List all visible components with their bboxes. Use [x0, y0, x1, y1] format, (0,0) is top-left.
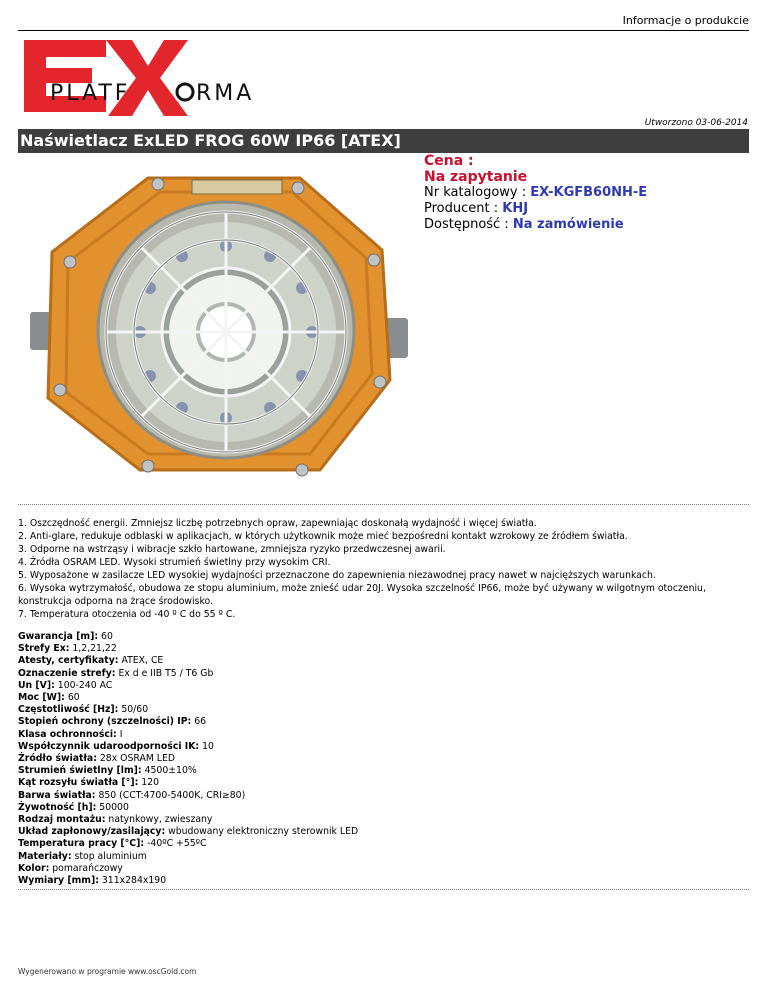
spec-value: 311x284x190 [98, 875, 167, 887]
spec-list [18, 631, 748, 887]
spec-row [18, 716, 748, 728]
spec-label: Rodzaj montażu: [18, 814, 106, 826]
spec-value: 50/60 [118, 704, 149, 716]
producer-label: Producent : [424, 201, 503, 216]
spec-value: 1,2,21,22 [69, 643, 117, 655]
spec-row [18, 741, 748, 753]
spec-value: I [116, 728, 123, 740]
feature-item: 2. Anti-glare, redukuje odblaski w aplikacjach, w których użytkownik może mieć bezpośredni kontakt wzrokowy ze źródłem światła. [18, 531, 628, 542]
spec-value: 120 [138, 777, 159, 789]
spec-value: stop aluminium [71, 850, 147, 862]
feature-list [18, 517, 748, 621]
spec-value: 28x OSRAM LED [96, 753, 176, 765]
spec-row [18, 643, 748, 655]
feature-item: konstrukcja odporna na żrące środowisko. [18, 596, 213, 607]
created-date: Utworzono 03-06-2014 [644, 118, 748, 128]
producer-row [424, 201, 647, 217]
price-label: Cena : [424, 153, 474, 169]
spec-label: Gwarancja [m]: [18, 631, 99, 642]
spec-label: Atesty, certyfikaty: [18, 655, 119, 667]
spec-label: Częstotliwość [Hz]: [18, 704, 119, 716]
feature-item: 6. Wysoka wytrzymałość, obudowa ze stopu aluminium, może znieść udar 20J. Wysoka szczelność IP66, może być używany w wilgotnym otoczeniu, [18, 583, 706, 594]
spec-label: Barwa światła: [18, 789, 96, 801]
spec-row [18, 631, 748, 643]
spec-value: 100-240 AC [54, 679, 113, 691]
producer-value: KHJ [502, 201, 529, 216]
spec-row [18, 826, 748, 838]
spec-label: Układ zapłonowy/zasilający: [18, 826, 166, 838]
feature-item: 7. Temperatura otoczenia od -40 º C do 55 º C. [18, 609, 236, 620]
spec-row [18, 765, 748, 777]
spec-row [18, 655, 748, 667]
spec-row [18, 692, 748, 704]
header-title: Informacje o produkcie [622, 14, 749, 27]
spec-row [18, 753, 748, 765]
feature-item: 4. Źródła OSRAM LED. Wysoki strumień świetlny przy wysokim CRI. [18, 557, 331, 568]
spec-row [18, 729, 748, 741]
spec-value: pomarańczowy [49, 862, 123, 874]
divider [18, 504, 749, 505]
feature-item: 1. Oszczędność energii. Zmniejsz liczbę potrzebnych opraw, zapewniając doskonałą wydajność i więcej światła. [18, 518, 537, 529]
spec-label: Moc [W]: [18, 692, 65, 704]
spec-label: Kolor: [18, 862, 50, 874]
spec-value: 4500±10% [141, 765, 197, 777]
product-photo [30, 170, 420, 490]
feature-item: 5. Wyposażone w zasilacze LED wysokiej wydajności przeznaczone do zapewnienia niezawodnej pracy nawet w najcięższych warunkach. [18, 570, 656, 581]
spec-label: Źródło światła: [18, 753, 97, 765]
catalog-value: EX-KGFB60NH-E [530, 185, 648, 200]
spec-value: Ex d e IIB T5 / T6 Gb [115, 667, 214, 679]
spec-label: Strefy Ex: [18, 643, 70, 655]
spec-label: Żywotność [h]: [18, 801, 97, 813]
spec-value: 66 [191, 716, 207, 728]
feature-item: 3. Odporne na wstrząsy i wibracje szkło hartowane, zmniejsza ryzyko przedwczesnej awarii. [18, 544, 446, 555]
spec-row [18, 814, 748, 826]
spec-row [18, 863, 748, 875]
spec-label: Oznaczenie strefy: [18, 667, 116, 679]
spec-value: -40ºC +55ºC [144, 838, 207, 850]
spec-label: Un [V]: [18, 679, 55, 691]
spec-label: Wymiary [mm]: [18, 875, 99, 887]
svg-text:PLATF: PLATF [50, 81, 131, 106]
spec-label: Temperatura pracy [°C]: [18, 838, 145, 850]
spec-row [18, 668, 748, 680]
product-title: Naświetlacz ExLED FROG 60W IP66 [ATEX] [18, 129, 749, 153]
availability-label: Dostępność : [424, 217, 513, 232]
spec-value: natynkowy, zwieszany [105, 814, 213, 826]
svg-text:RMA: RMA [196, 81, 255, 106]
spec-value: 60 [98, 631, 113, 642]
spec-value: 60 [64, 692, 80, 704]
divider [18, 889, 749, 890]
availability-value: Na zamówienie [512, 217, 624, 232]
spec-value: 10 [199, 740, 214, 752]
spec-value: 50000 [96, 801, 129, 813]
spec-label: Materiały: [18, 850, 72, 862]
spec-label: Stopień ochrony (szczelności) IP: [18, 716, 192, 728]
footer-text: Wygenerowano w programie www.oscGold.com [18, 967, 197, 976]
spec-value: 850 (CCT:4700-5400K, CRI≥80) [95, 789, 246, 801]
spec-row [18, 838, 748, 850]
spec-value: ATEX, CE [118, 655, 164, 667]
spec-row [18, 851, 748, 863]
spec-row [18, 680, 748, 692]
spec-label: Strumień świetlny [lm]: [18, 765, 142, 777]
spec-row [18, 875, 748, 887]
spec-label: Kąt rozsyłu światła [°]: [18, 777, 139, 789]
product-info [424, 153, 647, 233]
price-value: Na zapytanie [424, 169, 528, 185]
availability-row [424, 217, 647, 233]
catalog-row [424, 185, 647, 201]
document-header [18, 14, 749, 31]
spec-row [18, 802, 748, 814]
brand-logo [24, 38, 264, 118]
spec-row [18, 704, 748, 716]
spec-row [18, 777, 748, 789]
spec-label: Klasa ochronności: [18, 728, 117, 740]
spec-row [18, 790, 748, 802]
catalog-label: Nr katalogowy : [424, 185, 531, 200]
spec-label: Współczynnik udaroodporności IK: [18, 740, 200, 752]
spec-value: wbudowany elektroniczny sterownik LED [165, 826, 359, 838]
